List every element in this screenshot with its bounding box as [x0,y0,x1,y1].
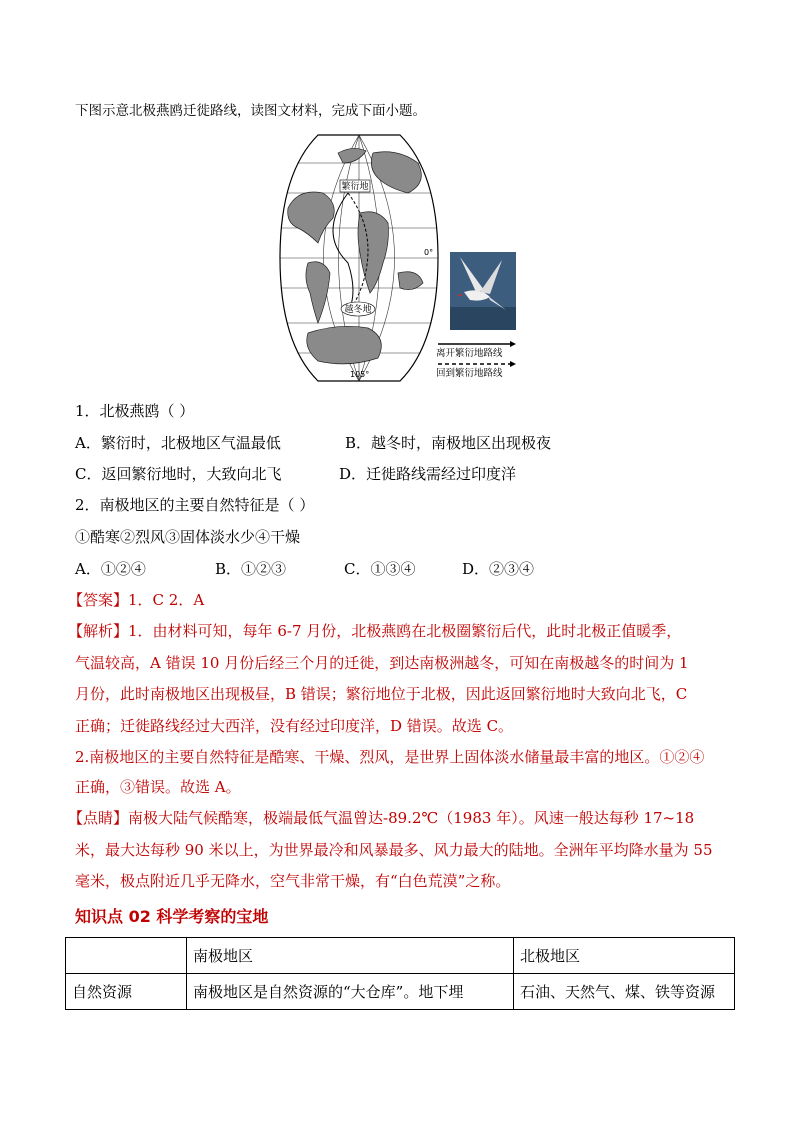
q2-option-a: A．①②④ [75,560,146,578]
leave-route-arrow-icon [436,340,516,348]
analysis-text-1: 1．由材料可知，每年 6-7 月份，北极燕鸥在北极圈繁衍后代，此时北极正值暖季， [128,622,682,640]
answer-line [68,590,204,610]
table-cell: 自然资源 [66,974,187,1010]
table-header-row [66,938,735,974]
intro-text: 下图示意北极燕鸥迁徙路线，读图文材料，完成下面小题。 [75,103,426,119]
lon-105-label: 105° [350,370,370,379]
note-text-1: 南极大陆气候酷寒，极端最低气温曾达-89.2℃（1983 年）。风速一般达每秒 17~18 [128,809,695,827]
analysis-line-1 [68,621,681,641]
section-title: 知识点 02 科学考察的宝地 [75,907,269,926]
note-line-3: 毫米，极点附近几乎无降水，空气非常干燥，有“白色荒漠”之称。 [75,872,511,890]
note-line-2: 米，最大达每秒 90 米以上，为世界最冷和风暴最多、风力最大的陆地。全洲年平均降水量为 55 [75,841,713,859]
breeding-label: 繁衍地 [341,182,369,192]
wintering-label: 越冬地 [344,305,372,315]
analysis-line-4: 正确；迁徙路线经过大西洋，没有经过印度洋，D 错误。故选 C。 [75,717,514,735]
q2-option-b: B．①②③ [215,560,287,578]
q1-option-c: C．返回繁衍地时，大致向北飞 [75,465,282,483]
analysis-tag: 【解析】 [68,622,129,640]
analysis-line-5: 2.南极地区的主要自然特征是酷寒、干燥、烈风，是世界上固体淡水储量最丰富的地区。①②④ [75,748,705,766]
note-line-1 [68,808,694,828]
q1-option-d: D．迁徙路线需经过印度洋 [339,465,517,483]
q2-option-c: C．①③④ [344,560,416,578]
migration-map-figure [278,133,440,383]
q1-option-b: B．越冬时，南极地区出现极夜 [345,434,552,452]
knowledge-table [65,937,735,1010]
table-cell: 石油、天然气、煤、铁等资源 [514,974,735,1010]
answer-text: 1．C 2．A [128,591,205,609]
return-route-arrow-icon [436,360,516,368]
table-row [66,974,735,1010]
note-tag: 【点睛】 [68,809,129,827]
legend-leave-label: 离开繁衍地路线 [436,348,503,359]
q1-option-a: A．繁衍时，北极地区气温最低 [75,434,281,452]
answer-tag: 【答案】 [68,591,129,609]
q2-items: ①酷寒②烈风③固体淡水少④干燥 [75,528,301,546]
analysis-line-6: 正确，③错误。故选 A。 [75,778,241,796]
analysis-line-3: 月份，此时南极地区出现极昼，B 错误；繁衍地位于北极，因此返回繁衍地时大致向北飞，C [75,685,688,703]
route-legend [436,340,516,380]
q2-option-d: D．②③④ [462,560,535,578]
table-header-cell: 北极地区 [514,938,735,974]
q1-stem: 1．北极燕鸥（ ） [75,402,195,420]
legend-return-label: 回到繁衍地路线 [436,368,503,379]
table-header-cell: 南极地区 [187,938,514,974]
q2-stem: 2．南极地区的主要自然特征是（ ） [75,496,315,514]
table-cell: 南极地区是自然资源的“大仓库”。地下埋 [187,974,514,1010]
lon-0-label: 0° [424,248,434,257]
analysis-line-2: 气温较高，A 错误 10 月份后经三个月的迁徙，到达南极洲越冬，可知在南极越冬的时间为 1 [75,654,689,672]
arctic-tern-photo [450,252,516,330]
table-header-cell [66,938,187,974]
